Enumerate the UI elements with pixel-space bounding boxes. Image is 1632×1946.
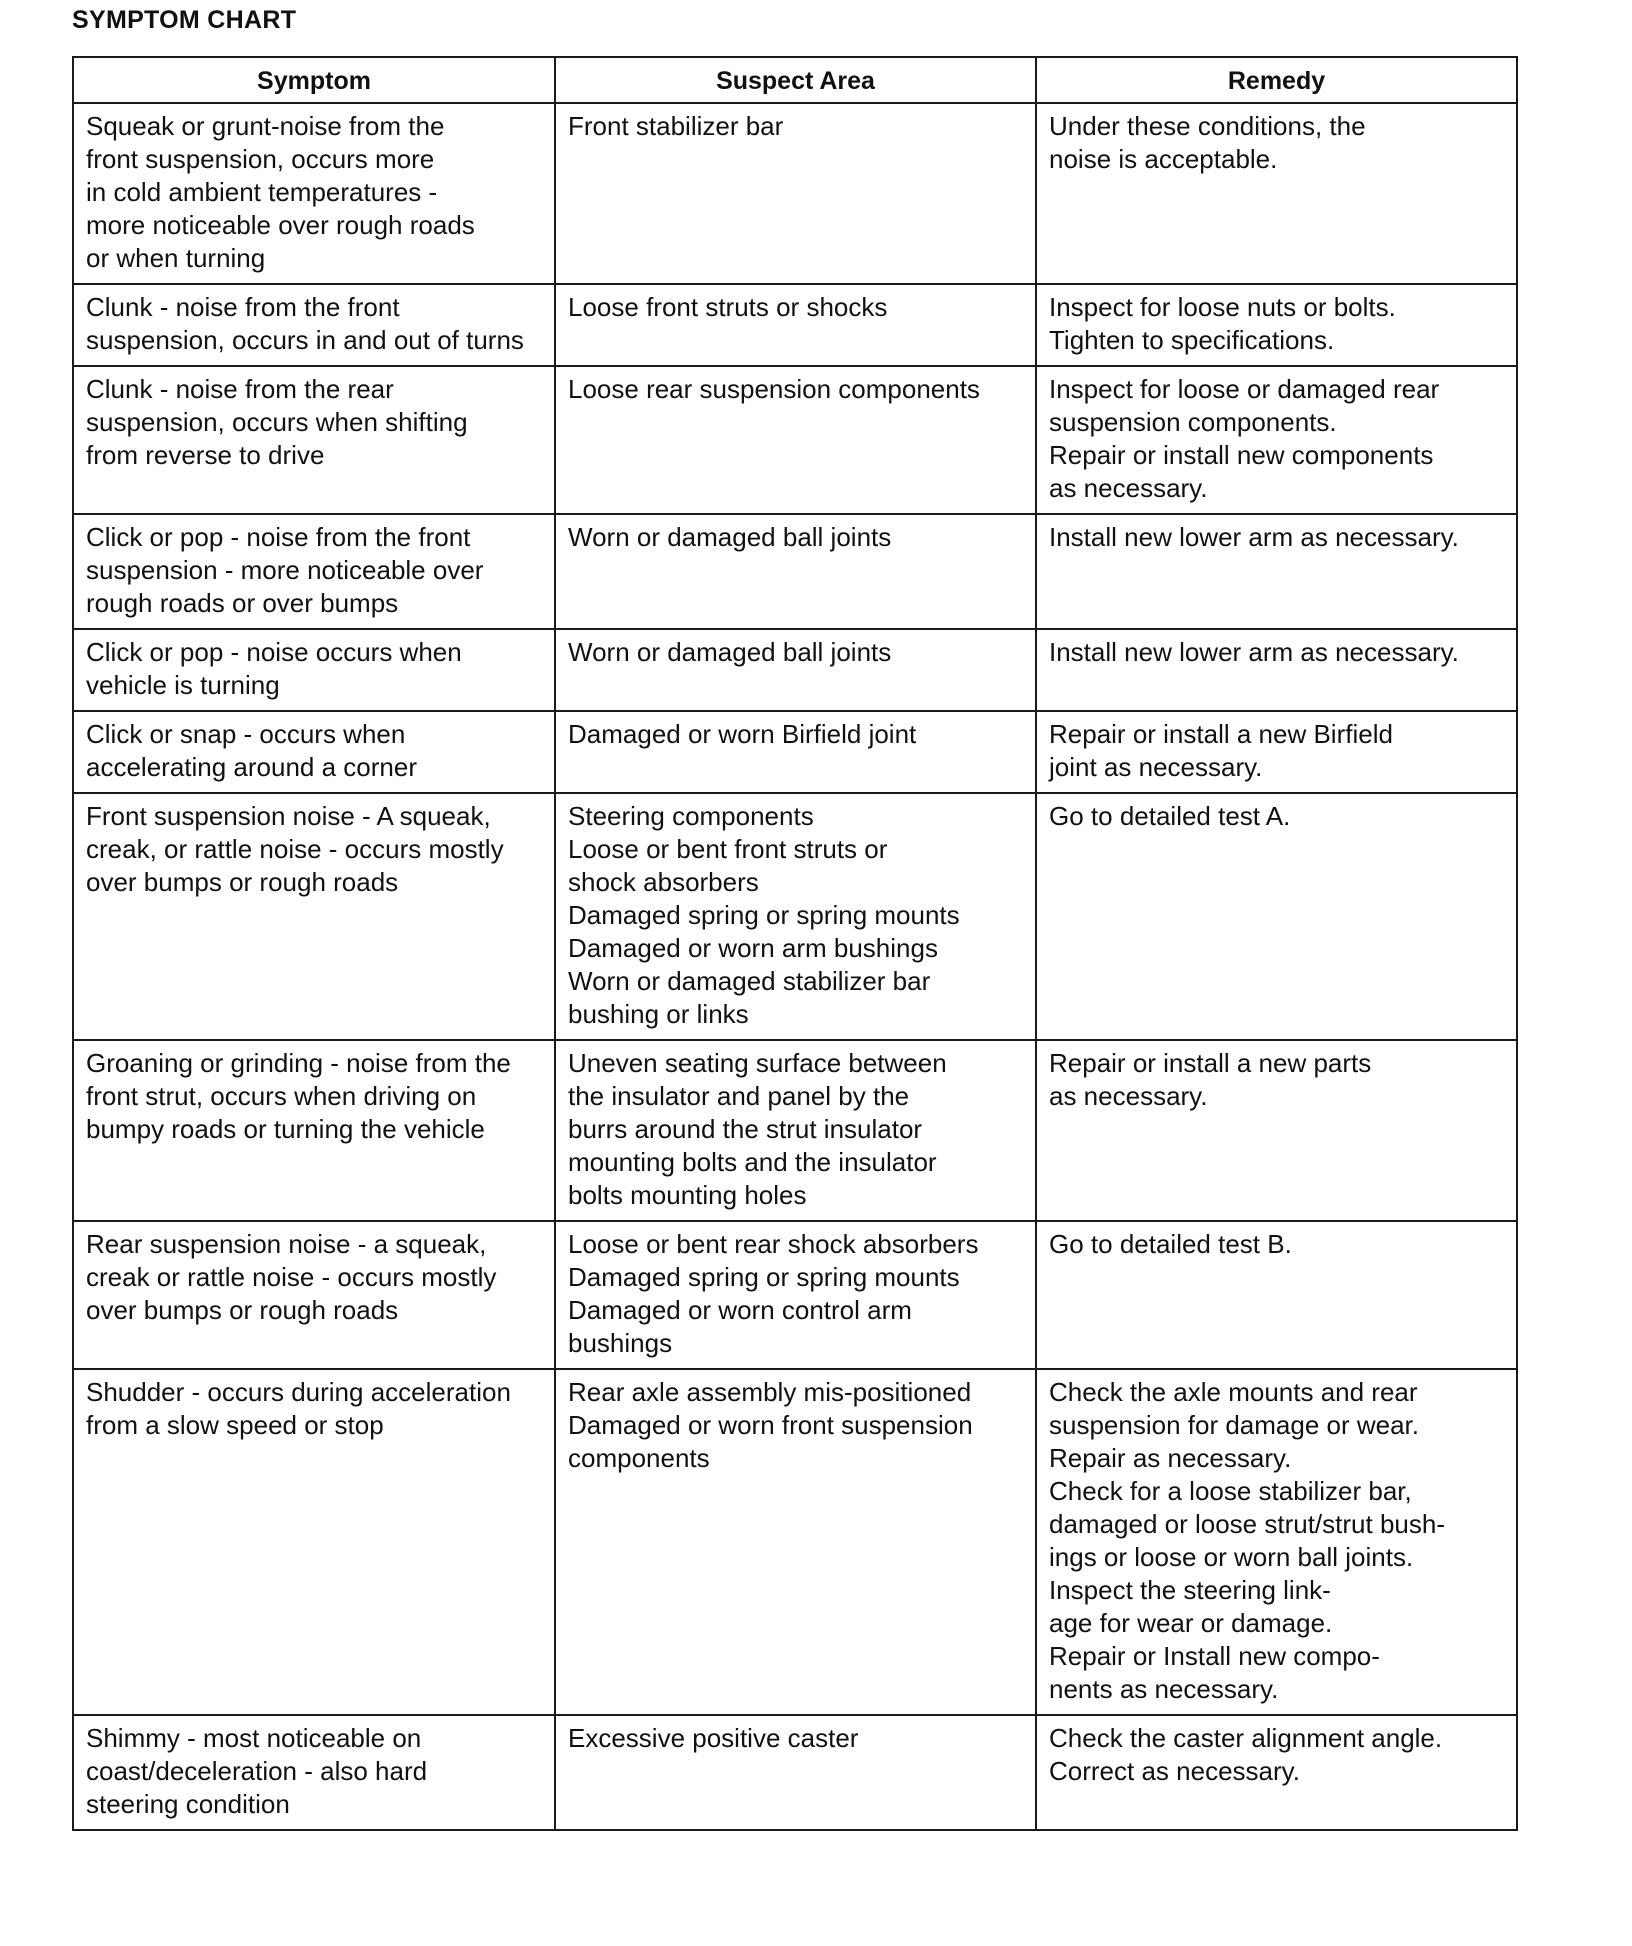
cell-text-line: Click or snap - occurs when — [86, 719, 406, 749]
cell-text-line: ings or loose or worn ball joints. — [1049, 1542, 1414, 1572]
cell-text-line: joint as necessary. — [1049, 752, 1263, 782]
remedy-cell — [1036, 711, 1517, 793]
table-body — [73, 103, 1517, 1830]
suspect-area-cell — [555, 514, 1036, 629]
cell-text-line: Correct as necessary. — [1049, 1756, 1300, 1786]
suspect-area-cell — [555, 1040, 1036, 1221]
cell-text-line: Squeak or grunt-noise from the — [86, 111, 445, 141]
table-row — [73, 1369, 1517, 1715]
cell-text-line: front strut, occurs when driving on — [86, 1081, 477, 1111]
cell-text-line: in cold ambient temperatures - — [86, 177, 438, 207]
suspect-area-cell — [555, 1221, 1036, 1369]
cell-text-line: burrs around the strut insulator — [568, 1114, 923, 1144]
cell-text-line: Loose front struts or shocks — [568, 292, 888, 322]
cell-text-line: Damaged or worn arm bushings — [568, 933, 938, 963]
cell-text-line: Damaged spring or spring mounts — [568, 1262, 960, 1292]
cell-text-line: Rear suspension noise - a squeak, — [86, 1229, 487, 1259]
cell-text-line: Inspect the steering link- — [1049, 1575, 1331, 1605]
cell-text-line: Clunk - noise from the front — [86, 292, 400, 322]
table-row — [73, 103, 1517, 284]
cell-text-line: mounting bolts and the insulator — [568, 1147, 937, 1177]
cell-text-line: Rear axle assembly mis-positioned — [568, 1377, 972, 1407]
cell-text-line: the insulator and panel by the — [568, 1081, 910, 1111]
cell-text-line: Tighten to specifications. — [1049, 325, 1335, 355]
cell-text-line: Damaged or worn control arm — [568, 1295, 912, 1325]
table-row — [73, 1715, 1517, 1830]
remedy-cell — [1036, 1221, 1517, 1369]
cell-text-line: Click or pop - noise occurs when — [86, 637, 462, 667]
cell-text-line: Worn or damaged ball joints — [568, 522, 892, 552]
cell-text-line: Inspect for loose nuts or bolts. — [1049, 292, 1396, 322]
cell-text-line: over bumps or rough roads — [86, 867, 399, 897]
cell-text-line: from reverse to drive — [86, 440, 325, 470]
cell-text-line: suspension, occurs in and out of turns — [86, 325, 524, 355]
table-row — [73, 514, 1517, 629]
suspect-area-cell — [555, 793, 1036, 1040]
cell-text-line: Install new lower arm as necessary. — [1049, 637, 1459, 667]
cell-text-line: creak or rattle noise - occurs mostly — [86, 1262, 497, 1292]
remedy-cell — [1036, 103, 1517, 284]
cell-text-line: Go to detailed test B. — [1049, 1229, 1292, 1259]
cell-text-line: nents as necessary. — [1049, 1674, 1279, 1704]
cell-text-line: Repair or Install new compo- — [1049, 1641, 1380, 1671]
symptom-cell — [73, 711, 555, 793]
symptom-cell — [73, 284, 555, 366]
table-row — [73, 711, 1517, 793]
cell-text-line: accelerating around a corner — [86, 752, 417, 782]
remedy-cell — [1036, 366, 1517, 514]
cell-text-line: Worn or damaged stabilizer bar — [568, 966, 931, 996]
table-header-row — [73, 57, 1517, 103]
cell-text-line: or when turning — [86, 243, 266, 273]
cell-text-line: damaged or loose strut/strut bush- — [1049, 1509, 1445, 1539]
remedy-cell — [1036, 1715, 1517, 1830]
cell-text-line: rough roads or over bumps — [86, 588, 399, 618]
cell-text-line: bumpy roads or turning the vehicle — [86, 1114, 485, 1144]
suspect-area-cell — [555, 284, 1036, 366]
suspect-area-cell — [555, 1715, 1036, 1830]
cell-text-line: as necessary. — [1049, 473, 1208, 503]
symptom-cell — [73, 514, 555, 629]
cell-text-line: creak, or rattle noise - occurs mostly — [86, 834, 504, 864]
cell-text-line: Repair as necessary. — [1049, 1443, 1292, 1473]
cell-text-line: Shudder - occurs during acceleration — [86, 1377, 511, 1407]
symptom-chart-table — [72, 56, 1518, 1831]
table-row — [73, 793, 1517, 1040]
cell-text-line: Go to detailed test A. — [1049, 801, 1291, 831]
cell-text-line: Steering components — [568, 801, 814, 831]
cell-text-line: Groaning or grinding - noise from the — [86, 1048, 511, 1078]
cell-text-line: Damaged spring or spring mounts — [568, 900, 960, 930]
cell-text-line: Uneven seating surface between — [568, 1048, 947, 1078]
suspect-area-cell — [555, 1369, 1036, 1715]
cell-text-line: as necessary. — [1049, 1081, 1208, 1111]
symptom-cell — [73, 366, 555, 514]
cell-text-line: Shimmy - most noticeable on — [86, 1723, 422, 1753]
cell-text-line: noise is acceptable. — [1049, 144, 1278, 174]
cell-text-line: from a slow speed or stop — [86, 1410, 384, 1440]
cell-text-line: Damaged or worn Birfield joint — [568, 719, 917, 749]
cell-text-line: Excessive positive caster — [568, 1723, 859, 1753]
cell-text-line: age for wear or damage. — [1049, 1608, 1333, 1638]
cell-text-line: Install new lower arm as necessary. — [1049, 522, 1459, 552]
cell-text-line: vehicle is turning — [86, 670, 280, 700]
cell-text-line: Repair or install a new Birfield — [1049, 719, 1393, 749]
cell-text-line: Loose or bent rear shock absorbers — [568, 1229, 979, 1259]
cell-text-line: steering condition — [86, 1789, 290, 1819]
symptom-cell — [73, 1369, 555, 1715]
cell-text-line: shock absorbers — [568, 867, 759, 897]
cell-text-line: suspension, occurs when shifting — [86, 407, 468, 437]
table-row — [73, 284, 1517, 366]
table-row — [73, 1040, 1517, 1221]
suspect-area-cell — [555, 366, 1036, 514]
symptom-cell — [73, 629, 555, 711]
remedy-cell — [1036, 793, 1517, 1040]
cell-text-line: more noticeable over rough roads — [86, 210, 475, 240]
cell-text-line: components — [568, 1443, 710, 1473]
cell-text-line: Repair or install new components — [1049, 440, 1434, 470]
cell-text-line: coast/deceleration - also hard — [86, 1756, 428, 1786]
cell-text-line: bushings — [568, 1328, 673, 1358]
symptom-cell — [73, 1715, 555, 1830]
symptom-cell — [73, 1221, 555, 1369]
cell-text-line: suspension components. — [1049, 407, 1337, 437]
suspect-area-cell — [555, 103, 1036, 284]
suspect-area-cell — [555, 711, 1036, 793]
column-header-remedy: Remedy — [1036, 57, 1517, 103]
cell-text-line: bolts mounting holes — [568, 1180, 807, 1210]
cell-text-line: Front stabilizer bar — [568, 111, 784, 141]
remedy-cell — [1036, 514, 1517, 629]
cell-text-line: over bumps or rough roads — [86, 1295, 399, 1325]
cell-text-line: Check for a loose stabilizer bar, — [1049, 1476, 1412, 1506]
remedy-cell — [1036, 1369, 1517, 1715]
cell-text-line: Inspect for loose or damaged rear — [1049, 374, 1440, 404]
cell-text-line: Click or pop - noise from the front — [86, 522, 471, 552]
remedy-cell — [1036, 284, 1517, 366]
table-row — [73, 629, 1517, 711]
symptom-cell — [73, 793, 555, 1040]
cell-text-line: Loose or bent front struts or — [568, 834, 888, 864]
cell-text-line: suspension for damage or wear. — [1049, 1410, 1419, 1440]
cell-text-line: Front suspension noise - A squeak, — [86, 801, 491, 831]
column-header-symptom: Symptom — [73, 57, 555, 103]
column-header-suspect-area: Suspect Area — [555, 57, 1036, 103]
table-row — [73, 1221, 1517, 1369]
cell-text-line: Check the axle mounts and rear — [1049, 1377, 1418, 1407]
symptom-cell — [73, 103, 555, 284]
remedy-cell — [1036, 1040, 1517, 1221]
cell-text-line: Check the caster alignment angle. — [1049, 1723, 1443, 1753]
cell-text-line: Clunk - noise from the rear — [86, 374, 394, 404]
cell-text-line: front suspension, occurs more — [86, 144, 435, 174]
cell-text-line: Under these conditions, the — [1049, 111, 1366, 141]
cell-text-line: Damaged or worn front suspension — [568, 1410, 973, 1440]
remedy-cell — [1036, 629, 1517, 711]
table-row — [73, 366, 1517, 514]
cell-text-line: Repair or install a new parts — [1049, 1048, 1372, 1078]
suspect-area-cell — [555, 629, 1036, 711]
cell-text-line: Loose rear suspension components — [568, 374, 980, 404]
cell-text-line: Worn or damaged ball joints — [568, 637, 892, 667]
page-title: SYMPTOM CHART — [72, 6, 297, 34]
cell-text-line: suspension - more noticeable over — [86, 555, 484, 585]
symptom-cell — [73, 1040, 555, 1221]
cell-text-line: bushing or links — [568, 999, 749, 1029]
